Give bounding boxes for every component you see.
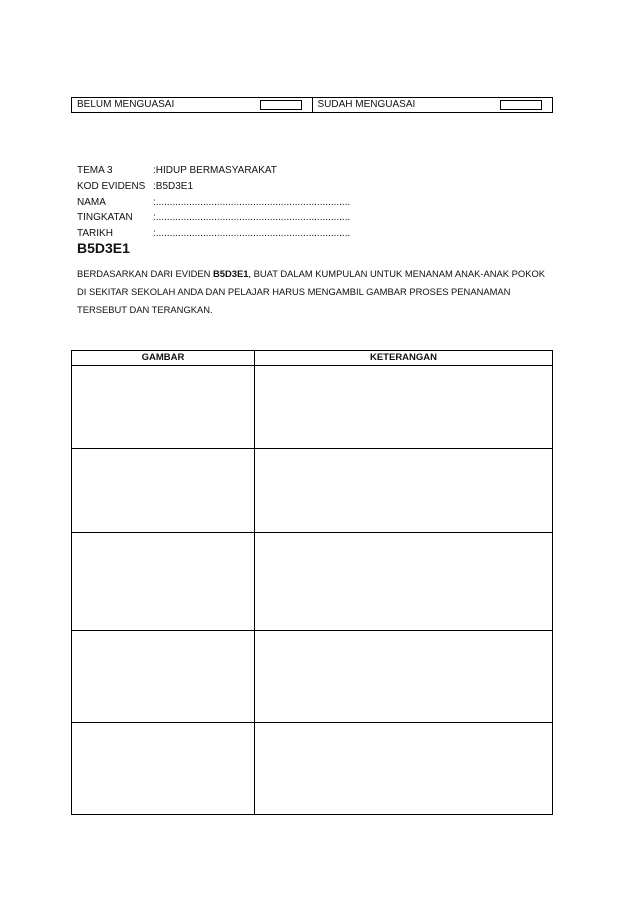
header-gambar: GAMBAR bbox=[72, 351, 255, 366]
info-row-tingkatan bbox=[77, 210, 350, 226]
table-row bbox=[72, 449, 553, 533]
info-row-nama bbox=[77, 195, 350, 211]
image-cell[interactable] bbox=[72, 723, 255, 815]
name-field[interactable]: :...................................................................... bbox=[153, 196, 351, 208]
info-row-tema bbox=[77, 163, 350, 179]
instruction-part-2: , BUAT DALAM KUMPULAN UNTUK MENANAM ANAK-ANAK POKOK DI SEKITAR SEKOLAH ANDA DAN PELAJAR HARUS MENGAMBIL GAMBAR PROSES PENANAMAN TERSEBUT DAN TERANGKAN. bbox=[77, 268, 546, 315]
evidence-code-heading: B5D3E1 bbox=[77, 240, 130, 256]
mastered-checkbox[interactable] bbox=[500, 100, 542, 110]
table-row bbox=[72, 723, 553, 815]
not-mastered-cell bbox=[72, 98, 312, 112]
table-header-row bbox=[72, 351, 553, 366]
not-mastered-checkbox[interactable] bbox=[260, 100, 302, 110]
description-cell[interactable] bbox=[255, 366, 553, 449]
description-cell[interactable] bbox=[255, 533, 553, 631]
student-info bbox=[77, 163, 350, 242]
table-row bbox=[72, 366, 553, 449]
mastery-status-table bbox=[71, 97, 553, 113]
instruction-code: B5D3E1 bbox=[212, 268, 249, 279]
description-cell[interactable] bbox=[255, 723, 553, 815]
form-level-field[interactable]: :...................................................................... bbox=[153, 212, 351, 224]
description-cell[interactable] bbox=[255, 631, 553, 723]
info-label: TARIKH bbox=[77, 228, 113, 240]
date-field[interactable]: :...................................................................... bbox=[153, 228, 351, 240]
header-keterangan: KETERANGAN bbox=[255, 351, 553, 366]
info-value: :HIDUP BERMASYARAKAT bbox=[153, 165, 277, 176]
info-label: TINGKATAN bbox=[77, 212, 133, 224]
image-cell[interactable] bbox=[72, 449, 255, 533]
info-label: TEMA 3 bbox=[77, 165, 113, 176]
info-row-kod-evidens bbox=[77, 179, 350, 195]
not-mastered-label: BELUM MENGUASAI bbox=[77, 99, 175, 110]
mastered-label: SUDAH MENGUASAI bbox=[317, 99, 416, 110]
image-cell[interactable] bbox=[72, 366, 255, 449]
table-row bbox=[72, 533, 553, 631]
evidence-table bbox=[71, 350, 553, 815]
info-label: KOD EVIDENS bbox=[77, 180, 146, 192]
image-cell[interactable] bbox=[72, 631, 255, 723]
mastered-cell bbox=[312, 98, 553, 112]
info-value: :B5D3E1 bbox=[153, 180, 194, 192]
image-cell[interactable] bbox=[72, 533, 255, 631]
info-label: NAMA bbox=[77, 196, 106, 208]
description-cell[interactable] bbox=[255, 449, 553, 533]
table-row bbox=[72, 631, 553, 723]
instruction-text bbox=[77, 265, 547, 319]
instruction-part-1: BERDASARKAN DARI EVIDEN bbox=[77, 268, 213, 279]
